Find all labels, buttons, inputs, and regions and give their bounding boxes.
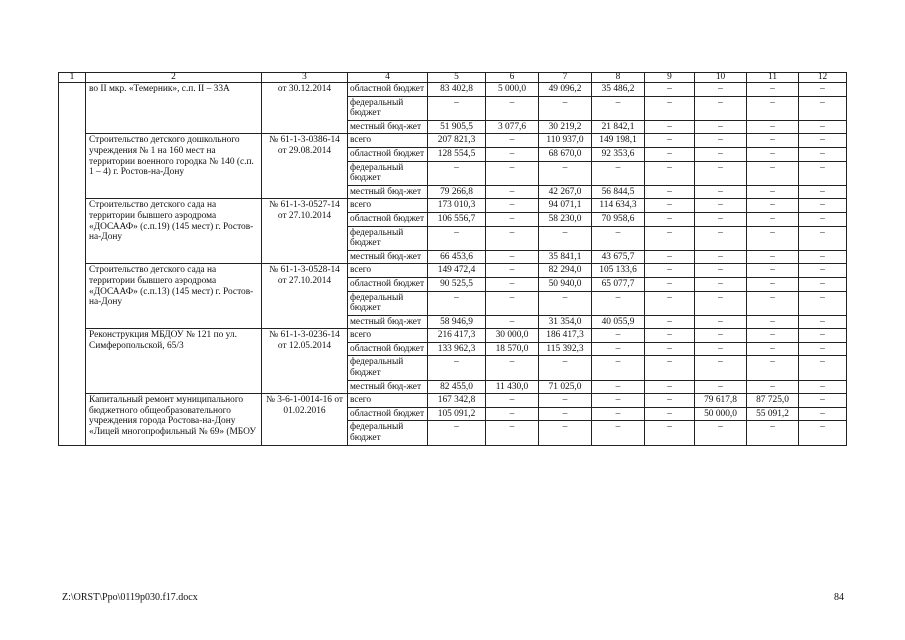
amount-cell: 3 077,6: [486, 120, 539, 134]
amount-cell: –: [695, 226, 747, 250]
funding-source-cell: областной бюджет: [348, 83, 428, 97]
amount-cell: 35 841,1: [539, 250, 592, 264]
amount-cell: –: [747, 185, 799, 199]
funding-source-cell: областной бюджет: [348, 342, 428, 356]
amount-cell: –: [747, 277, 799, 291]
amount-cell: –: [539, 161, 592, 185]
amount-cell: –: [799, 356, 847, 380]
amount-cell: –: [645, 291, 695, 315]
amount-cell: 66 453,6: [428, 250, 486, 264]
funding-source-cell: всего: [348, 394, 428, 408]
amount-cell: 43 675,7: [592, 250, 645, 264]
amount-cell: –: [747, 83, 799, 97]
amount-cell: –: [799, 185, 847, 199]
amount-cell: –: [592, 421, 645, 445]
amount-cell: –: [799, 199, 847, 213]
amount-cell: 173 010,3: [428, 199, 486, 213]
permit-cell: № 61-1-3-0236-14 от 12.05.2014: [262, 329, 348, 394]
amount-cell: 58 946,9: [428, 315, 486, 329]
amount-cell: –: [695, 147, 747, 161]
funding-source-cell: местный бюд-жет: [348, 185, 428, 199]
amount-cell: 90 525,5: [428, 277, 486, 291]
amount-cell: 50 940,0: [539, 277, 592, 291]
amount-cell: –: [645, 394, 695, 408]
amount-cell: –: [799, 394, 847, 408]
amount-cell: –: [539, 421, 592, 445]
amount-cell: –: [428, 291, 486, 315]
funding-source-cell: областной бюджет: [348, 212, 428, 226]
footer-page-number: 84: [834, 592, 844, 603]
amount-cell: –: [695, 291, 747, 315]
amount-cell: 94 071,1: [539, 199, 592, 213]
amount-cell: –: [645, 277, 695, 291]
amount-cell: –: [428, 161, 486, 185]
amount-cell: –: [592, 96, 645, 120]
column-number: 1: [59, 73, 86, 83]
amount-cell: –: [695, 96, 747, 120]
amount-cell: –: [428, 226, 486, 250]
amount-cell: –: [747, 356, 799, 380]
amount-cell: 207 821,3: [428, 134, 486, 148]
amount-cell: 49 096,2: [539, 83, 592, 97]
funding-source-cell: федеральный бюджет: [348, 226, 428, 250]
amount-cell: –: [695, 329, 747, 343]
amount-cell: 110 937,0: [539, 134, 592, 148]
column-number: 9: [645, 73, 695, 83]
amount-cell: 71 025,0: [539, 380, 592, 394]
amount-cell: –: [645, 134, 695, 148]
object-name-cell: Строительство детского дошкольного учреждения № 1 на 160 мест на территории военного городка № 140 (с.п. 1 – 4) г. Ростов-на-Дону: [86, 134, 262, 199]
amount-cell: –: [695, 421, 747, 445]
amount-cell: 105 091,2: [428, 407, 486, 421]
funding-source-cell: федеральный бюджет: [348, 356, 428, 380]
funding-source-cell: федеральный бюджет: [348, 421, 428, 445]
amount-cell: 115 392,3: [539, 342, 592, 356]
amount-cell: –: [747, 329, 799, 343]
amount-cell: –: [747, 291, 799, 315]
amount-cell: –: [695, 315, 747, 329]
amount-cell: 58 230,0: [539, 212, 592, 226]
funding-source-cell: местный бюд-жет: [348, 380, 428, 394]
amount-cell: –: [695, 134, 747, 148]
amount-cell: –: [486, 134, 539, 148]
amount-cell: –: [486, 161, 539, 185]
amount-cell: –: [428, 356, 486, 380]
amount-cell: –: [645, 212, 695, 226]
funding-table: [58, 72, 847, 446]
funding-source-cell: всего: [348, 199, 428, 213]
column-number: 10: [695, 73, 747, 83]
amount-cell: 51 905,5: [428, 120, 486, 134]
amount-cell: –: [695, 161, 747, 185]
amount-cell: –: [645, 315, 695, 329]
amount-cell: –: [747, 250, 799, 264]
amount-cell: –: [486, 421, 539, 445]
amount-cell: 70 958,6: [592, 212, 645, 226]
amount-cell: 5 000,0: [486, 83, 539, 97]
amount-cell: –: [695, 120, 747, 134]
amount-cell: –: [486, 264, 539, 278]
amount-cell: –: [799, 342, 847, 356]
amount-cell: 42 267,0: [539, 185, 592, 199]
amount-cell: –: [486, 394, 539, 408]
funding-source-cell: федеральный бюджет: [348, 96, 428, 120]
amount-cell: 106 556,7: [428, 212, 486, 226]
column-number-row: [59, 73, 847, 83]
amount-cell: –: [747, 134, 799, 148]
amount-cell: –: [695, 356, 747, 380]
amount-cell: –: [799, 212, 847, 226]
amount-cell: –: [645, 147, 695, 161]
amount-cell: –: [486, 356, 539, 380]
amount-cell: –: [592, 329, 645, 343]
amount-cell: –: [486, 291, 539, 315]
amount-cell: –: [747, 264, 799, 278]
object-name-cell: Реконструкция МБДОУ № 121 по ул. Симферопольской, 65/3: [86, 329, 262, 394]
amount-cell: –: [428, 421, 486, 445]
amount-cell: 167 342,8: [428, 394, 486, 408]
column-number: 8: [592, 73, 645, 83]
funding-source-cell: местный бюд-жет: [348, 315, 428, 329]
amount-cell: –: [592, 380, 645, 394]
table-row: [59, 83, 847, 97]
column-number: 4: [348, 73, 428, 83]
amount-cell: –: [799, 264, 847, 278]
amount-cell: –: [539, 356, 592, 380]
amount-cell: –: [645, 120, 695, 134]
amount-cell: –: [747, 315, 799, 329]
amount-cell: –: [695, 250, 747, 264]
amount-cell: –: [747, 147, 799, 161]
amount-cell: –: [695, 342, 747, 356]
amount-cell: –: [747, 212, 799, 226]
amount-cell: 82 455,0: [428, 380, 486, 394]
amount-cell: –: [645, 161, 695, 185]
amount-cell: 79 617,8: [695, 394, 747, 408]
amount-cell: 31 354,0: [539, 315, 592, 329]
amount-cell: –: [799, 147, 847, 161]
amount-cell: –: [645, 185, 695, 199]
object-name-cell: Строительство детского сада на территории бывшего аэродрома «ДОСААФ» (с.п.13) (145 мест) г. Ростов-на-Дону: [86, 264, 262, 329]
amount-cell: –: [592, 356, 645, 380]
amount-cell: –: [747, 342, 799, 356]
amount-cell: –: [428, 96, 486, 120]
amount-cell: 40 055,9: [592, 315, 645, 329]
permit-cell: от 30.12.2014: [262, 83, 348, 134]
amount-cell: –: [695, 264, 747, 278]
amount-cell: 55 091,2: [747, 407, 799, 421]
table-row: [59, 394, 847, 408]
table-row: [59, 329, 847, 343]
amount-cell: –: [645, 356, 695, 380]
amount-cell: –: [645, 407, 695, 421]
amount-cell: –: [747, 120, 799, 134]
amount-cell: –: [645, 264, 695, 278]
amount-cell: 35 486,2: [592, 83, 645, 97]
funding-source-cell: федеральный бюджет: [348, 161, 428, 185]
amount-cell: 87 725,0: [747, 394, 799, 408]
amount-cell: –: [486, 407, 539, 421]
footer-file-path: Z:\ORST\Ppo\0119p030.f17.docx: [62, 592, 198, 603]
amount-cell: –: [799, 226, 847, 250]
amount-cell: –: [592, 291, 645, 315]
amount-cell: –: [799, 161, 847, 185]
amount-cell: –: [747, 96, 799, 120]
amount-cell: –: [592, 342, 645, 356]
amount-cell: 216 417,3: [428, 329, 486, 343]
amount-cell: 149 472,4: [428, 264, 486, 278]
funding-source-cell: всего: [348, 134, 428, 148]
column-number: 3: [262, 73, 348, 83]
amount-cell: –: [645, 199, 695, 213]
amount-cell: –: [645, 83, 695, 97]
amount-cell: 30 219,2: [539, 120, 592, 134]
column-number: 5: [428, 73, 486, 83]
object-name-cell: Строительство детского сада на территории бывшего аэродрома «ДОСААФ» (с.п.19) (145 мест) г. Ростов-на-Дону: [86, 199, 262, 264]
amount-cell: –: [486, 277, 539, 291]
amount-cell: –: [695, 185, 747, 199]
amount-cell: –: [645, 421, 695, 445]
amount-cell: –: [539, 407, 592, 421]
amount-cell: 114 634,3: [592, 199, 645, 213]
funding-source-cell: федеральный бюджет: [348, 291, 428, 315]
amount-cell: –: [799, 96, 847, 120]
amount-cell: –: [747, 199, 799, 213]
amount-cell: 149 198,1: [592, 134, 645, 148]
amount-cell: –: [695, 380, 747, 394]
amount-cell: –: [799, 380, 847, 394]
amount-cell: –: [592, 161, 645, 185]
amount-cell: –: [486, 212, 539, 226]
amount-cell: –: [799, 407, 847, 421]
amount-cell: –: [539, 394, 592, 408]
column-number: 12: [799, 73, 847, 83]
table-row: [59, 134, 847, 148]
funding-source-cell: местный бюд-жет: [348, 120, 428, 134]
amount-cell: –: [486, 315, 539, 329]
amount-cell: –: [747, 380, 799, 394]
amount-cell: 65 077,7: [592, 277, 645, 291]
amount-cell: –: [486, 96, 539, 120]
amount-cell: –: [486, 147, 539, 161]
permit-cell: № 61-1-3-0527-14 от 27.10.2014: [262, 199, 348, 264]
funding-source-cell: всего: [348, 329, 428, 343]
amount-cell: –: [695, 277, 747, 291]
funding-source-cell: местный бюд-жет: [348, 250, 428, 264]
column-number: 2: [86, 73, 262, 83]
permit-cell: № 3-6-1-0014-16 от 01.02.2016: [262, 394, 348, 445]
amount-cell: 21 842,1: [592, 120, 645, 134]
amount-cell: 56 844,5: [592, 185, 645, 199]
amount-cell: –: [747, 226, 799, 250]
amount-cell: –: [799, 291, 847, 315]
amount-cell: –: [747, 421, 799, 445]
amount-cell: 105 133,6: [592, 264, 645, 278]
amount-cell: 30 000,0: [486, 329, 539, 343]
amount-cell: –: [539, 291, 592, 315]
amount-cell: –: [645, 380, 695, 394]
amount-cell: –: [799, 250, 847, 264]
amount-cell: –: [799, 421, 847, 445]
funding-source-cell: областной бюджет: [348, 277, 428, 291]
permit-cell: № 61-1-3-0528-14 от 27.10.2014: [262, 264, 348, 329]
row-number-cell: [59, 83, 86, 446]
amount-cell: 50 000,0: [695, 407, 747, 421]
amount-cell: –: [486, 250, 539, 264]
amount-cell: –: [486, 185, 539, 199]
amount-cell: 83 402,8: [428, 83, 486, 97]
amount-cell: 92 353,6: [592, 147, 645, 161]
amount-cell: –: [799, 277, 847, 291]
amount-cell: –: [645, 226, 695, 250]
amount-cell: 133 962,3: [428, 342, 486, 356]
permit-cell: № 61-1-3-0386-14 от 29.08.2014: [262, 134, 348, 199]
amount-cell: –: [645, 96, 695, 120]
amount-cell: –: [486, 226, 539, 250]
amount-cell: –: [592, 407, 645, 421]
amount-cell: –: [747, 161, 799, 185]
amount-cell: –: [645, 342, 695, 356]
amount-cell: 128 554,5: [428, 147, 486, 161]
table-row: [59, 199, 847, 213]
table-body: [59, 73, 847, 446]
amount-cell: –: [645, 329, 695, 343]
funding-source-cell: областной бюджет: [348, 407, 428, 421]
amount-cell: 186 417,3: [539, 329, 592, 343]
amount-cell: –: [645, 250, 695, 264]
amount-cell: –: [799, 120, 847, 134]
funding-source-cell: областной бюджет: [348, 147, 428, 161]
object-name-cell: Капитальный ремонт муниципального бюджетного общеобразовательного учреждения города Ростова-на-Дону «Лицей многопрофильный № 69» (МБОУ: [86, 394, 262, 445]
amount-cell: –: [592, 226, 645, 250]
amount-cell: –: [539, 226, 592, 250]
funding-source-cell: всего: [348, 264, 428, 278]
table-row: [59, 264, 847, 278]
amount-cell: 18 570,0: [486, 342, 539, 356]
amount-cell: –: [592, 394, 645, 408]
amount-cell: 68 670,0: [539, 147, 592, 161]
amount-cell: –: [799, 329, 847, 343]
object-name-cell: во II мкр. «Темерник», с.п. II – 33А: [86, 83, 262, 134]
column-number: 7: [539, 73, 592, 83]
amount-cell: –: [799, 83, 847, 97]
column-number: 11: [747, 73, 799, 83]
amount-cell: 82 294,0: [539, 264, 592, 278]
amount-cell: –: [695, 83, 747, 97]
amount-cell: –: [486, 199, 539, 213]
amount-cell: –: [799, 315, 847, 329]
amount-cell: 79 266,8: [428, 185, 486, 199]
amount-cell: –: [695, 199, 747, 213]
amount-cell: 11 430,0: [486, 380, 539, 394]
column-number: 6: [486, 73, 539, 83]
amount-cell: –: [695, 212, 747, 226]
amount-cell: –: [799, 134, 847, 148]
amount-cell: –: [539, 96, 592, 120]
